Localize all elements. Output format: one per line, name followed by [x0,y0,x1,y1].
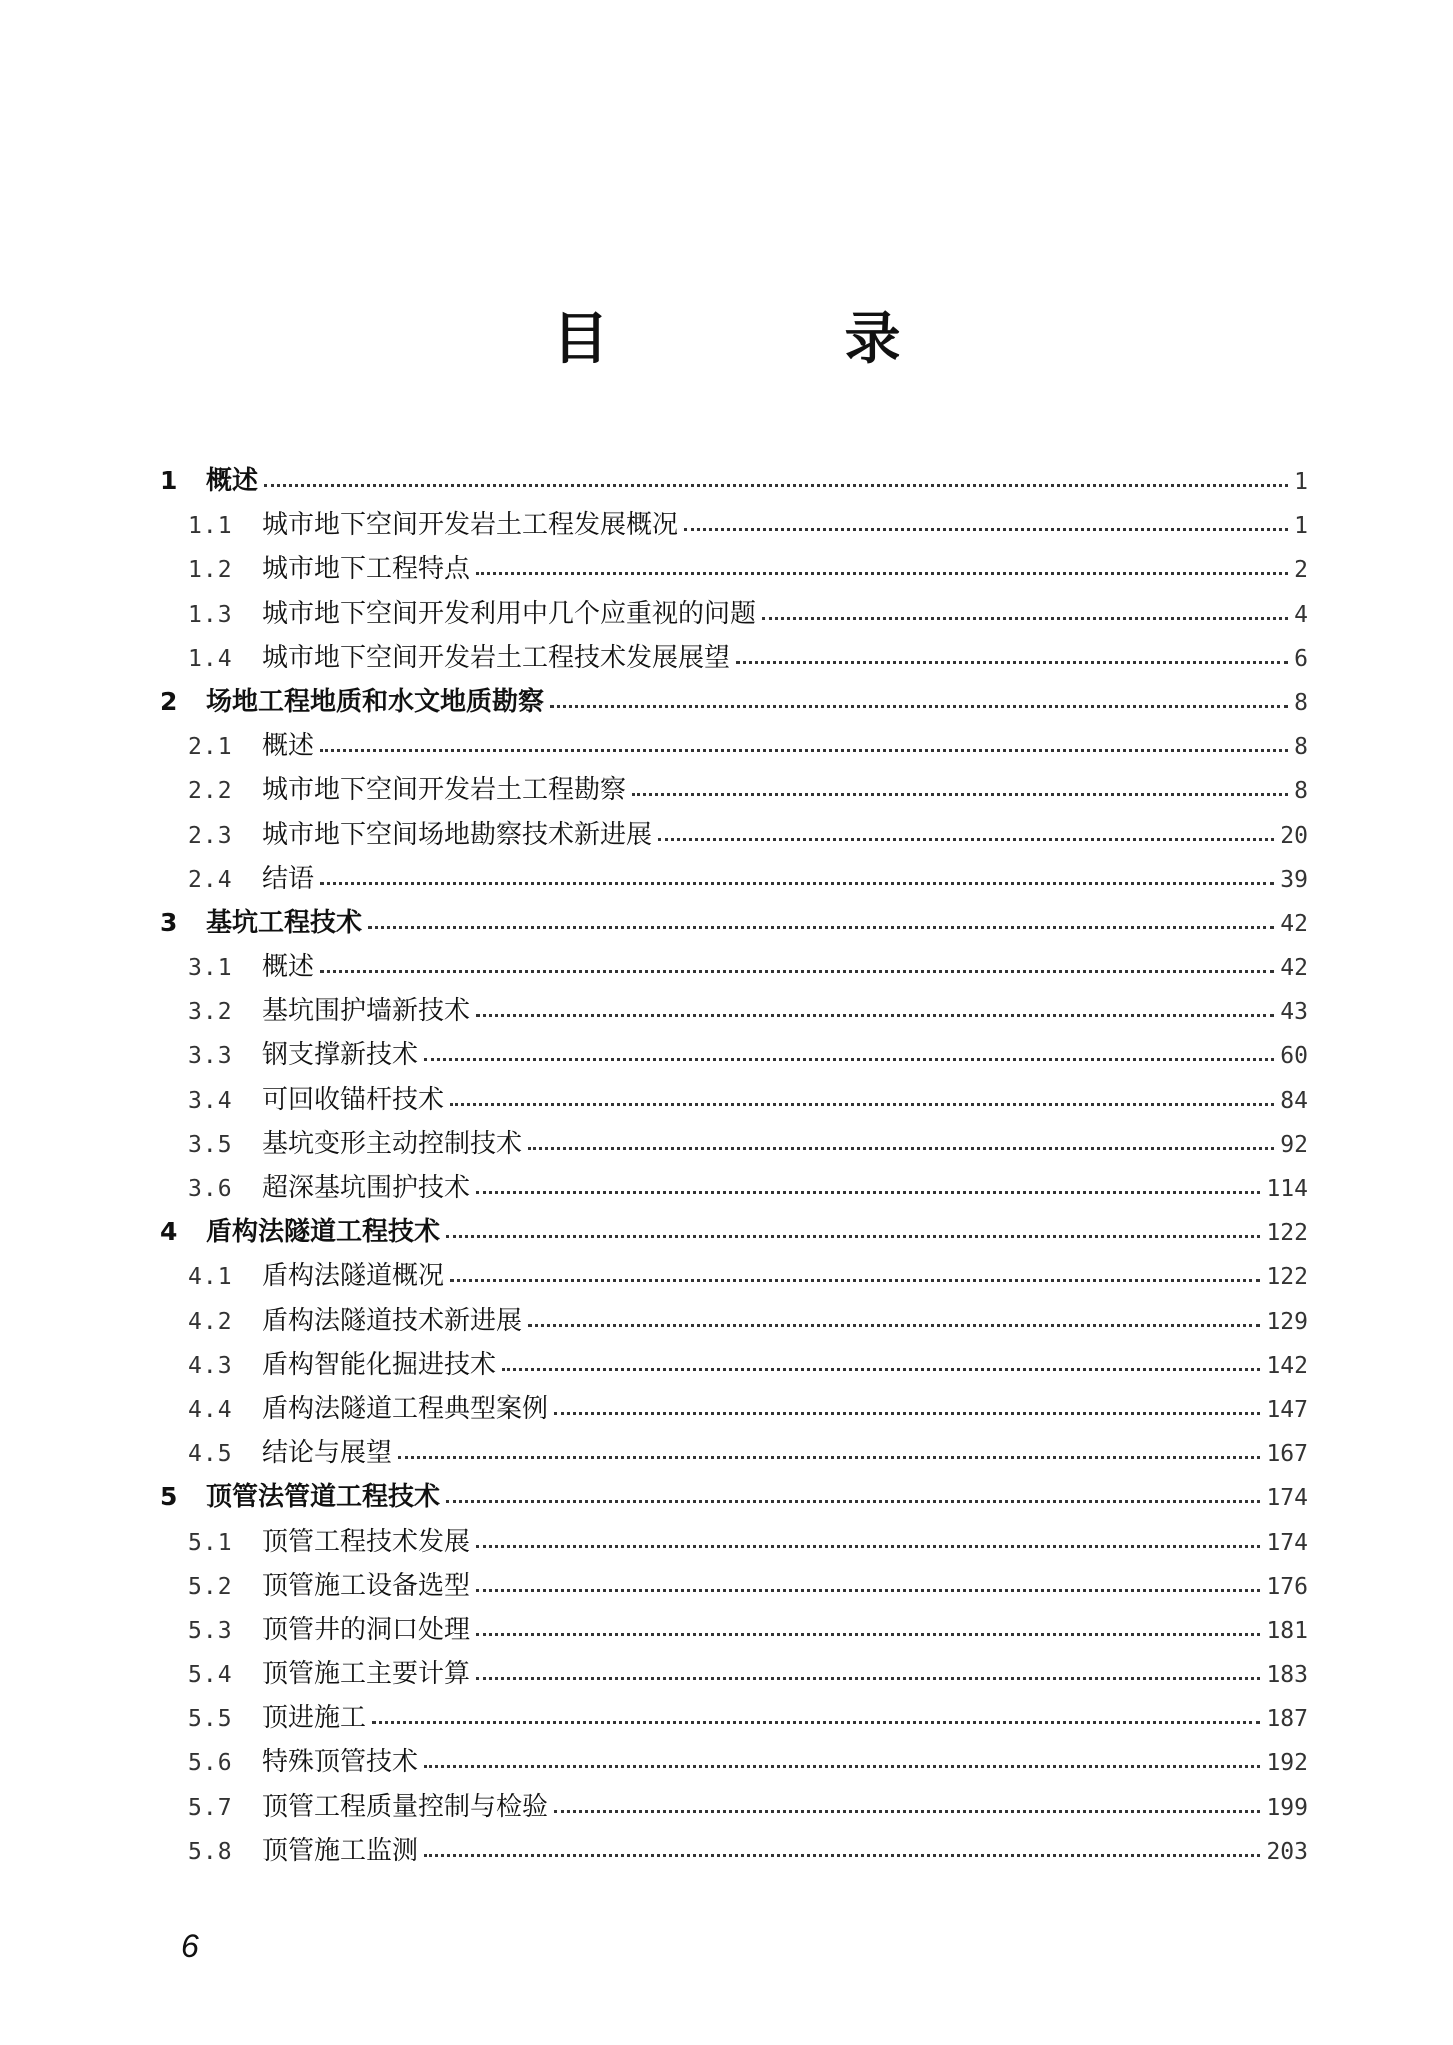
toc-entry-number: 5.1 [188,1529,233,1556]
toc-section-row[interactable] [160,636,1308,680]
toc-entry-number: 5.6 [188,1750,233,1777]
toc-dot-leader [476,1587,1260,1592]
toc-entry-number: 3.2 [188,999,233,1026]
toc-section-row[interactable] [160,768,1308,812]
toc-dot-leader [550,703,1288,708]
toc-chapter-row[interactable] [160,1210,1308,1254]
toc-section-row[interactable] [160,1829,1308,1873]
toc-entry-page: 187 [1266,1706,1308,1733]
toc-section-row[interactable] [160,1608,1308,1652]
toc-section-row[interactable] [160,547,1308,591]
toc-entry-title: 超深基坑围护技术 [262,1173,471,1203]
toc-dot-leader [528,1322,1260,1327]
toc-dot-leader [684,526,1288,531]
toc-entry-page: 192 [1266,1750,1308,1777]
toc-dot-leader [398,1454,1260,1459]
toc-entry-page: 8 [1294,734,1308,761]
toc-entry-title: 顶管工程质量控制与检验 [262,1791,549,1822]
toc-entry-page: 42 [1280,910,1308,937]
toc-entry-page: 1 [1294,469,1308,495]
toc-dot-leader [368,924,1274,929]
toc-entry-page: 122 [1266,1264,1308,1291]
toc-dot-leader [446,1498,1260,1503]
toc-entry-page: 114 [1266,1176,1308,1202]
toc-section-row[interactable] [160,1299,1308,1343]
toc-entry-title: 顶管施工设备选型 [262,1570,471,1601]
toc-entry-number: 3.1 [188,955,233,982]
toc-entry-title: 基坑工程技术 [206,907,363,938]
toc-entry-number: 5 [160,1482,178,1512]
toc-section-row[interactable] [160,503,1308,547]
page-number: 6 [181,1928,199,1964]
toc-dot-leader [320,880,1274,885]
toc-dot-leader [528,1145,1274,1150]
toc-section-row[interactable] [160,1033,1308,1077]
toc-entry-page: 8 [1294,689,1308,716]
toc-section-row[interactable] [160,1122,1308,1166]
toc-section-row[interactable] [160,1652,1308,1696]
toc-entry-title: 顶管法管道工程技术 [206,1482,441,1513]
toc-entry-number: 4.4 [188,1396,233,1423]
toc-section-row[interactable] [160,1740,1308,1784]
toc-entry-title: 城市地下工程特点 [262,554,471,585]
toc-entry-number: 2.2 [188,778,233,805]
toc-entry-title: 概述 [206,466,259,496]
toc-chapter-row[interactable] [160,901,1308,945]
toc-section-row[interactable] [160,1166,1308,1210]
toc-entry-page: 8 [1294,778,1308,805]
toc-entry-title: 顶管井的洞口处理 [262,1614,471,1645]
toc-entry-number: 2.1 [188,734,233,761]
toc-section-row[interactable] [160,724,1308,768]
toc-entry-title: 顶管施工监测 [262,1835,419,1866]
toc-entry-title: 概述 [262,952,315,983]
toc-entry-number: 1.1 [188,513,233,540]
toc-entry-title: 城市地下空间开发岩土工程发展概况 [262,510,679,541]
toc-entry-number: 1 [160,466,178,495]
toc-dot-leader [476,1189,1260,1194]
toc-section-row[interactable] [160,1254,1308,1298]
toc-section-row[interactable] [160,1520,1308,1564]
toc-entry-number: 4.3 [188,1352,233,1379]
toc-entry-title: 结语 [262,863,315,894]
toc-entry-title: 盾构法隧道工程典型案例 [262,1393,549,1424]
toc-section-row[interactable] [160,1387,1308,1431]
toc-entry-page: 199 [1266,1794,1308,1821]
toc-dot-leader [554,1808,1260,1813]
toc-dot-leader [476,1631,1260,1636]
toc-entry-page: 2 [1294,557,1308,584]
toc-entry-number: 3.6 [188,1176,233,1202]
toc-dot-leader [658,836,1274,841]
toc-chapter-row[interactable] [160,1475,1308,1519]
toc-entry-number: 2.3 [188,822,233,849]
toc-entry-page: 142 [1266,1352,1308,1379]
toc-entry-title: 城市地下空间场地勘察技术新进展 [262,819,653,850]
toc-entry-title: 盾构法隧道概况 [262,1261,445,1292]
toc-dot-leader [476,570,1288,575]
toc-dot-leader [476,1012,1274,1017]
toc-section-row[interactable] [160,1785,1308,1829]
toc-entry-page: 20 [1280,822,1308,849]
toc-entry-title: 特殊顶管技术 [262,1747,419,1778]
toc-entry-page: 147 [1266,1396,1308,1423]
toc-entry-number: 5.8 [188,1838,233,1865]
toc-entry-page: 167 [1266,1441,1308,1468]
toc-entry-page: 43 [1280,999,1308,1026]
toc-entry-number: 5.3 [188,1617,233,1644]
toc-entry-title: 基坑变形主动控制技术 [262,1128,523,1159]
toc-entry-number: 4.1 [188,1264,233,1291]
toc-entry-title: 盾构法隧道技术新进展 [262,1305,523,1336]
toc-entry-number: 3.4 [188,1087,233,1114]
toc-dot-leader [424,1763,1260,1768]
toc-entry-number: 1.2 [188,557,233,584]
toc-entry-page: 122 [1266,1220,1308,1247]
toc-entry-title: 顶管施工主要计算 [262,1659,471,1690]
toc-entry-title: 钢支撑新技术 [262,1040,419,1071]
toc-dot-leader [632,791,1288,796]
toc-entry-page: 39 [1280,866,1308,893]
toc-entry-title: 顶进施工 [262,1703,367,1734]
toc-entry-number: 1.4 [188,645,233,672]
toc-entry-number: 5.7 [188,1794,233,1821]
toc-dot-leader [424,1056,1274,1061]
toc-entry-title: 盾构法隧道工程技术 [206,1217,441,1248]
toc-dot-leader [446,1233,1260,1238]
toc-dot-leader [320,968,1274,973]
toc-entry-number: 3 [160,907,178,937]
toc-entry-number: 3.5 [188,1131,233,1158]
toc-dot-leader [762,615,1288,620]
toc-entry-number: 2.4 [188,866,233,893]
toc-section-row[interactable] [160,1078,1308,1122]
toc-entry-page: 203 [1266,1838,1308,1865]
toc-dot-leader [502,1366,1260,1371]
table-of-contents [160,459,1308,1873]
toc-entry-title: 可回收锚杆技术 [262,1084,445,1115]
toc-entry-page: 6 [1294,645,1308,672]
toc-entry-number: 1.3 [188,601,233,628]
toc-entry-number: 4.2 [188,1308,233,1335]
toc-section-row[interactable] [160,1564,1308,1608]
toc-entry-number: 2 [160,686,178,716]
toc-entry-title: 基坑围护墙新技术 [262,996,471,1027]
page-title: 目 录 [552,307,991,372]
toc-entry-number: 5.2 [188,1573,233,1600]
toc-dot-leader [554,1410,1260,1415]
toc-entry-number: 3.3 [188,1043,233,1070]
toc-entry-title: 场地工程地质和水文地质勘察 [206,686,545,717]
toc-entry-title: 顶管工程技术发展 [262,1526,471,1557]
toc-section-row[interactable] [160,989,1308,1033]
toc-dot-leader [450,1277,1260,1282]
toc-entry-number: 4.5 [188,1441,233,1468]
toc-section-row[interactable] [160,1431,1308,1475]
toc-entry-page: 129 [1266,1308,1308,1335]
toc-dot-leader [424,1852,1260,1857]
toc-entry-page: 60 [1280,1043,1308,1070]
toc-entry-title: 城市地下空间开发利用中几个应重视的问题 [262,598,757,629]
toc-section-row[interactable] [160,813,1308,857]
toc-dot-leader [320,747,1288,752]
toc-dot-leader [264,482,1288,487]
toc-entry-page: 42 [1280,955,1308,982]
toc-dot-leader [476,1543,1260,1548]
toc-section-row[interactable] [160,857,1308,901]
toc-section-row[interactable] [160,1343,1308,1387]
toc-entry-page: 84 [1280,1087,1308,1114]
toc-entry-number: 5.5 [188,1706,233,1733]
toc-entry-title: 概述 [262,731,315,762]
toc-entry-page: 181 [1266,1617,1308,1644]
toc-entry-title: 盾构智能化掘进技术 [262,1349,497,1380]
toc-entry-title: 城市地下空间开发岩土工程勘察 [262,775,627,806]
toc-dot-leader [476,1675,1260,1680]
toc-chapter-row[interactable] [160,680,1308,724]
toc-dot-leader [736,659,1288,664]
toc-entry-number: 5.4 [188,1662,233,1689]
toc-entry-number: 4 [160,1217,178,1247]
toc-entry-page: 4 [1294,601,1308,628]
toc-entry-page: 174 [1266,1485,1308,1512]
toc-dot-leader [450,1101,1274,1106]
toc-section-row[interactable] [160,945,1308,989]
toc-entry-title: 城市地下空间开发岩土工程技术发展展望 [262,642,731,673]
toc-section-row[interactable] [160,1696,1308,1740]
toc-entry-page: 183 [1266,1662,1308,1689]
toc-entry-page: 176 [1266,1573,1308,1600]
toc-section-row[interactable] [160,592,1308,636]
toc-chapter-row[interactable] [160,459,1308,503]
toc-entry-title: 结论与展望 [262,1438,393,1469]
toc-dot-leader [372,1719,1260,1724]
toc-entry-page: 1 [1294,513,1308,540]
toc-entry-page: 174 [1266,1529,1308,1556]
toc-entry-page: 92 [1280,1131,1308,1158]
